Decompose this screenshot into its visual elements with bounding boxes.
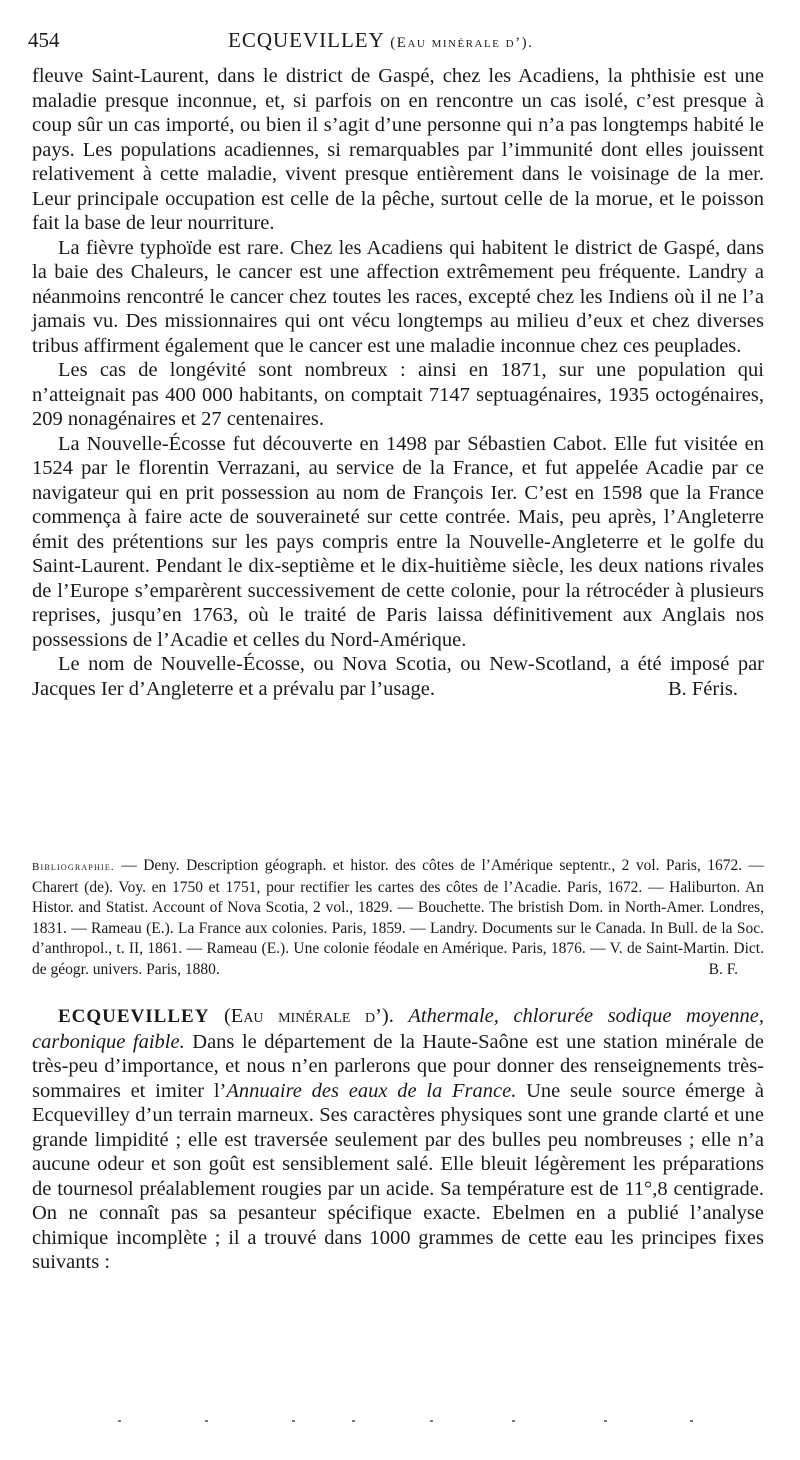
entry-classification: Athermale, chlorurée sodique moyenne, carbonique faible. [32, 1005, 764, 1053]
running-title-sub: (Eau minérale d’). [390, 35, 534, 51]
author-signature: B. Féris. [667, 677, 738, 700]
paragraph-last [32, 652, 764, 701]
bibliography [32, 856, 764, 981]
page-number: 454 [28, 28, 60, 52]
running-header [28, 28, 760, 58]
entry-headword: ECQUEVILLEY [58, 1006, 210, 1027]
article-body [32, 64, 764, 701]
annuaire-title: Annuaire des eaux de la France. [226, 1079, 517, 1102]
paragraph-text: Le nom de Nouvelle-Écosse, ou Nova Scotia, ou New-Scotland, a été imposé par Jacques Ier d’Angleterre et a prévalu par l’usage. [32, 653, 764, 700]
bibliography-label: Bibliographie. [32, 861, 115, 873]
paragraph: fleuve Saint-Laurent, dans le district de Gaspé, chez les Acadiens, la phthisie est une maladie presque inconnue, et, si parfois on en rencontre un cas isolé, c’est presque à coup sûr un cas importé, ou bien il s’agit d’une personne qui n’a pas longtemps habité le pays. Les populations acadiennes, si remarquables par l’immunité dont elles jouissent relativement à cette maladie, vivent presque entièrement dans le voisinage de la mer. Leur principale occupation est celle de la pêche, surtout celle de la morue, et le poisson fait la base de leur nourriture. [32, 65, 764, 234]
entry-paragraph [32, 1004, 764, 1275]
running-title [228, 28, 533, 53]
bibliography-signature: B. F. [708, 960, 738, 978]
bibliography-text: — Deny. Description géograph. et histor. des côtes de l’Amérique septentr., 2 vol. Paris, 1672. — Charert (de). Voy. en 1750 et 1751, pour rectifier les cartes des côtes de l’Acadie. Paris, 1672. — Haliburton. An Histor. and Statist. Account of Nova Scotia, 2 vol., 1829. — Bouchette. The bristish Dom. in North-Amer. Londres, 1831. — Rameau (E.). La France aux colonies. Paris, 1859. — Landry. Documents sur le Canada. In Bull. de la Soc. d’anthropol., t. II, 1861. — Rameau (E.). Une colonie féodale en Amérique. Paris, 1876. — V. de Saint-Martin. Dict. de géogr. univers. Paris, 1880. [32, 857, 765, 978]
entry-text-continued: Une seule source émerge à Ecquevilley d’un terrain marneux. Ses caractères physiques sont une grande clarté et une grande limpidité ; elle est traversée seulement par des bulles peu nombreuses ; elle n’a aucune odeur et son goût est sensiblement salé. Elle bleuit légèrement les préparations de tournesol préalablement rougies par un acide. Sa température est de 11°,8 centigrade. On ne connaît pas sa pesanteur spécifique exacte. Ebelmen en a publié l’analyse chimique incomplète ; il a trouvé dans 1000 grammes de cette eau les principes fixes suivants : [32, 1079, 764, 1273]
entry-ecquevilley [32, 1004, 764, 1275]
paragraph: La Nouvelle-Écosse fut découverte en 1498 par Sébastien Cabot. Elle fut visitée en 1524 par le florentin Verrazani, au service de la France, et fut appelée Acadie par ce navigateur qui en prit possession au nom de François Ier. C’est en 1598 que la France commença à faire acte de souveraineté sur cette contrée. Mais, peu après, l’Angleterre émit des prétentions sur les pays compris entre la Nouvelle-Angleterre et le golfe du Saint-Laurent. Pendant le dix-septième et le dix-huitième siècle, les deux nations rivales de l’Europe s’emparèrent successivement de cette colonie, pour la rétrocéder à plusieurs reprises, jusqu’en 1763, où le traité de Paris laissa définitivement aux Anglais nos possessions de l’Acadie et celles du Nord-Amérique. [32, 432, 764, 651]
paragraph: Les cas de longévité sont nombreux : ainsi en 1871, sur une population qui n’atteignait pas 400 000 habitants, on comptait 7147 septuagénaires, 1935 octogénaires, 209 nonagénaires et 27 centenaires. [32, 359, 764, 430]
scan-marks [0, 1420, 800, 1430]
entry-text: Dans le département de la Haute-Saône est une station minérale de très-peu d’importance, et nous n’en parlerons que pour donner des renseignements très-sommaires et imiter l’ [32, 1030, 765, 1102]
paragraph: La fièvre typhoïde est rare. Chez les Acadiens qui habitent le district de Gaspé, dans la baie des Chaleurs, le cancer est une affection extrêmement peu fréquente. Landry a néanmoins rencontré le cancer chez toutes les races, excepté chez les Indiens où il ne l’a jamais vu. Des missionnaires qui ont vécu longtemps au milieu d’eux et chez diverses tribus affirment également que le cancer est une maladie inconnue chez ces peuplades. [32, 236, 764, 357]
entry-headword-sub: (Eau minérale d’). [223, 1005, 394, 1027]
running-title-main: ECQUEVILLEY [228, 28, 385, 52]
